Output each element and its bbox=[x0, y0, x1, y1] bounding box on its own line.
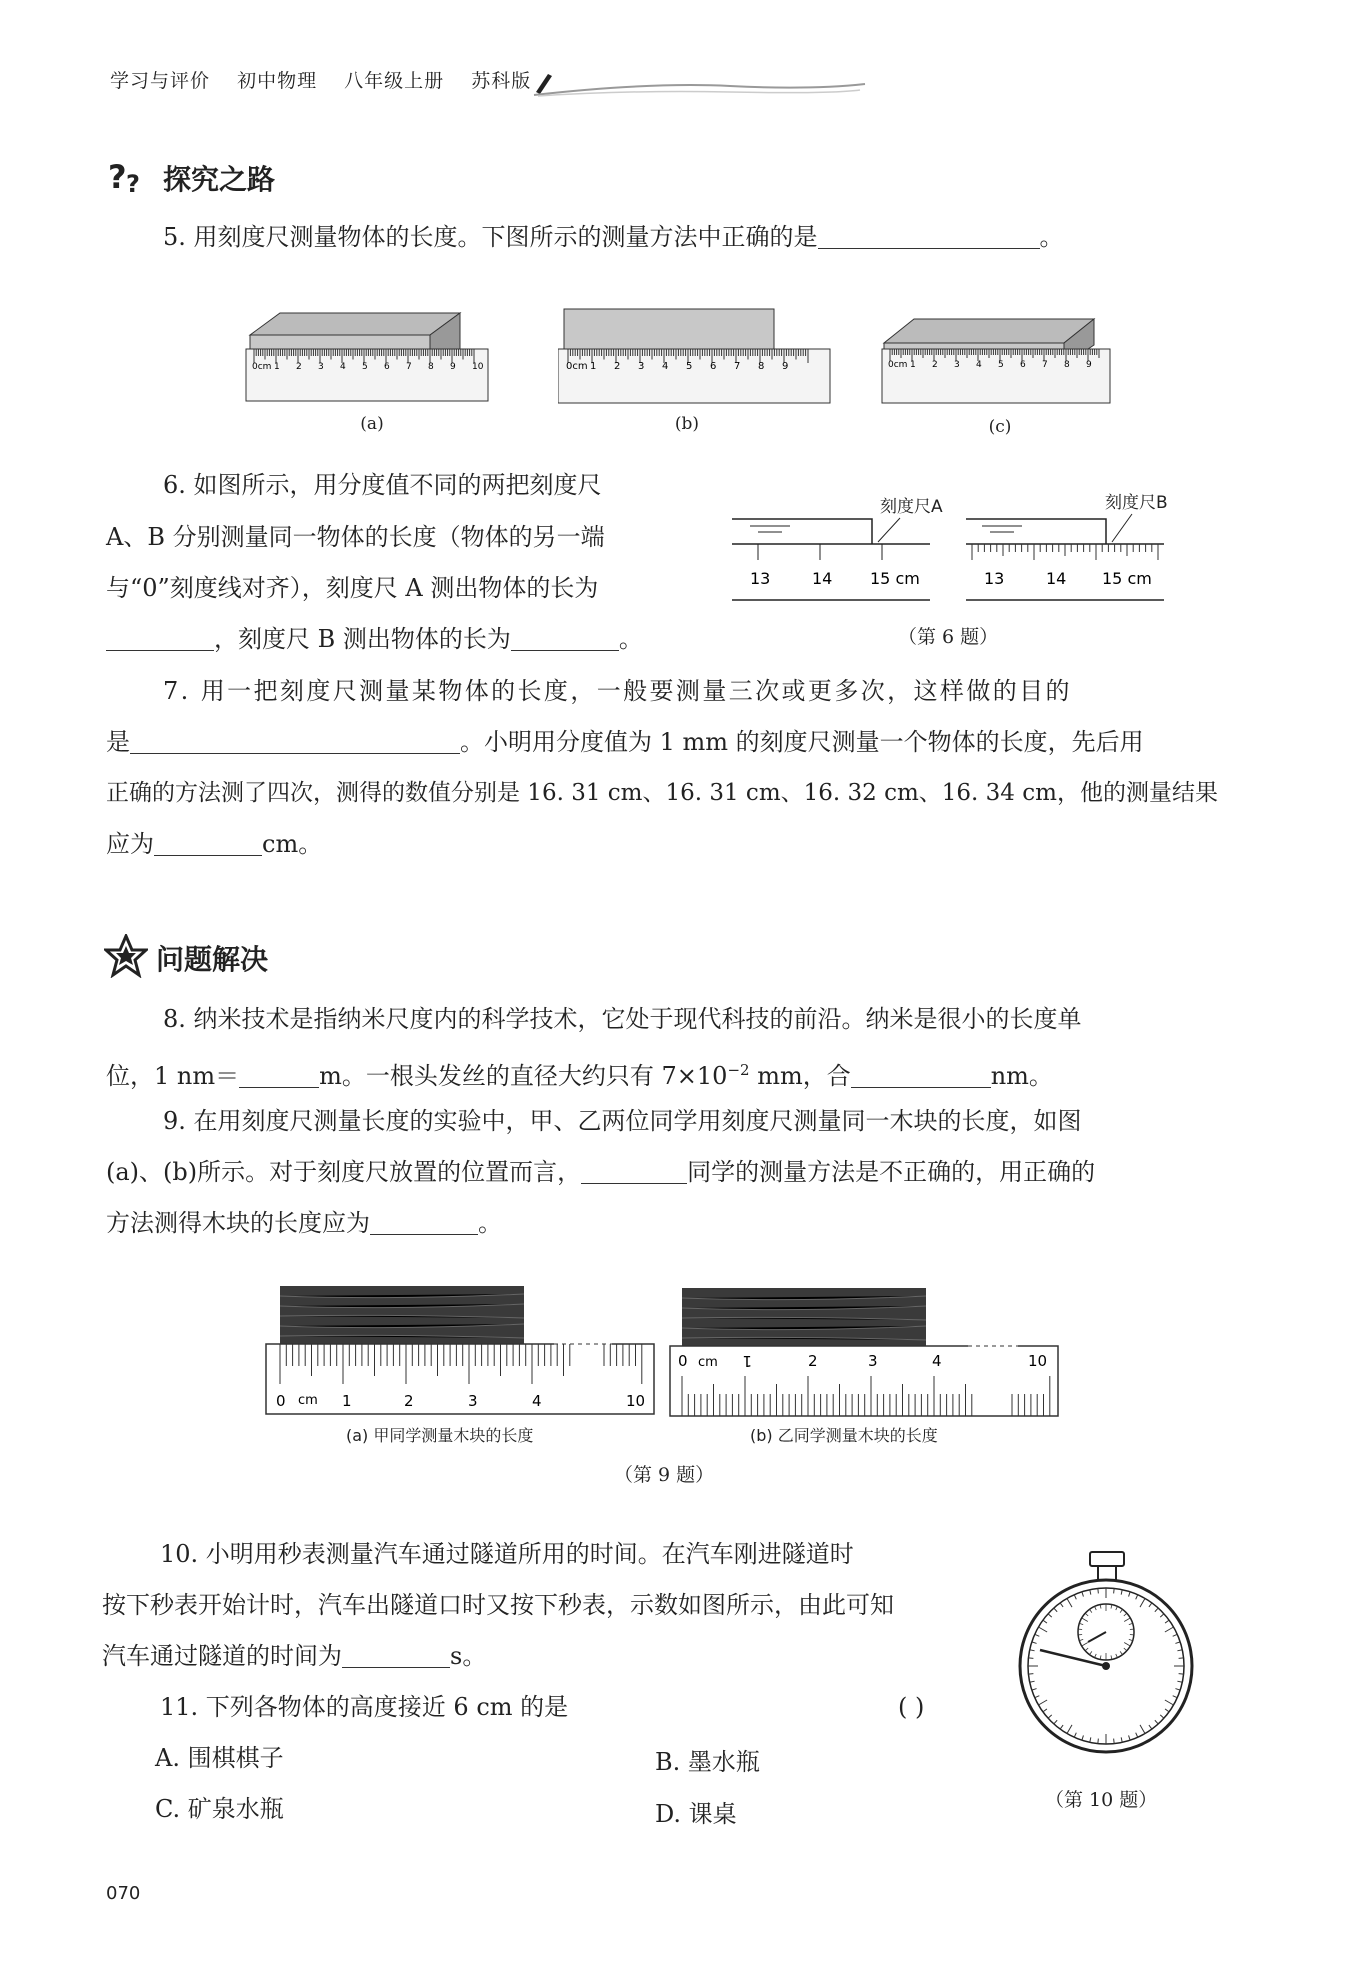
ruler-b-ticks bbox=[972, 544, 1158, 560]
ruler-number: 9 bbox=[1086, 360, 1092, 370]
q8-blank-nm-to-m[interactable] bbox=[239, 1063, 319, 1088]
q5-figure-c bbox=[880, 305, 1120, 405]
ruler-number: 10 bbox=[472, 362, 484, 372]
q9-figure-b-caption: (b) 乙同学测量木块的长度 bbox=[750, 1426, 938, 1445]
q6-line4-mid: ，刻度尺 B 测出物体的长为 bbox=[214, 625, 511, 653]
ruler-tick bbox=[1098, 1588, 1099, 1593]
ruler-number: 1 bbox=[274, 362, 280, 372]
page-header bbox=[110, 66, 551, 93]
ruler-tick bbox=[1179, 1658, 1184, 1659]
q8-blank-hair-nm[interactable] bbox=[851, 1063, 991, 1088]
q6-figure bbox=[730, 486, 1170, 606]
svg-text:?: ? bbox=[108, 158, 127, 194]
solve-star-icon bbox=[104, 934, 148, 982]
ruler-number: 8 bbox=[1064, 360, 1070, 370]
q8-line2-end: nm。 bbox=[990, 1062, 1053, 1090]
q7-line2 bbox=[106, 717, 1246, 768]
q9-blank-length[interactable] bbox=[370, 1210, 478, 1235]
ruler-number: 0cm bbox=[888, 360, 908, 370]
ruler-number: 4 bbox=[340, 362, 346, 372]
q9-line2-start: (a)、(b)所示。对于刻度尺放置的位置而言， bbox=[106, 1158, 582, 1186]
q9a-unit: cm bbox=[298, 1393, 318, 1408]
ruler-number: 7 bbox=[1042, 360, 1048, 370]
svg-text:?: ? bbox=[126, 170, 140, 194]
q8-line2-mid: m。一根头发丝的直径大约只有 7×10 bbox=[319, 1062, 728, 1090]
ruler-number: 5 bbox=[686, 361, 693, 372]
q6-blank-b[interactable] bbox=[511, 626, 619, 651]
q5-answer-blank[interactable] bbox=[818, 224, 1040, 249]
q6-line4 bbox=[106, 614, 706, 665]
ruler-number: 8 bbox=[758, 361, 765, 372]
ruler-tick bbox=[1028, 1674, 1033, 1675]
ruler-a-tick-14: 14 bbox=[812, 569, 833, 588]
question-5 bbox=[163, 212, 1223, 263]
ruler-number: 3 bbox=[318, 362, 324, 372]
q9b-tick-10: 10 bbox=[1028, 1352, 1048, 1370]
ruler-number: 9 bbox=[782, 361, 789, 372]
ruler-number: 5 bbox=[362, 362, 368, 372]
ruler-b-tick-14: 14 bbox=[1046, 569, 1067, 588]
q5-text: 5. 用刻度尺测量物体的长度。下图所示的测量方法中正确的是 bbox=[163, 223, 818, 251]
q10-line1: 10. 小明用秒表测量汽车通过隧道所用的时间。在汽车刚进隧道时 bbox=[160, 1540, 854, 1568]
q11-option-d[interactable]: D. 课桌 bbox=[655, 1800, 737, 1828]
ruler-number: 4 bbox=[976, 360, 982, 370]
q10-line3-end: s。 bbox=[450, 1642, 487, 1670]
section-title-solve: 问题解决 bbox=[156, 943, 269, 976]
q7-line4-start: 应为 bbox=[106, 830, 154, 858]
ruler-number: 2 bbox=[296, 362, 302, 372]
q10-line2: 按下秒表开始计时，汽车出隧道口时又按下秒表，示数如图所示，由此可知 bbox=[102, 1591, 894, 1619]
q9b-tick-4: 4 bbox=[932, 1352, 942, 1370]
ruler-number: 1 bbox=[590, 361, 597, 372]
q9a-tick-4: 4 bbox=[532, 1392, 542, 1410]
header-book: 学习与评价 bbox=[110, 70, 211, 92]
ruler-number: 9 bbox=[450, 362, 456, 372]
ruler-number: 8 bbox=[428, 362, 434, 372]
q9-figure-a bbox=[264, 1284, 660, 1418]
q9-figure-a-caption: (a) 甲同学测量木块的长度 bbox=[346, 1426, 534, 1445]
q7-line4-end: cm。 bbox=[262, 830, 323, 858]
q9-line1: 9. 在用刻度尺测量长度的实验中，甲、乙两位同学用刻度尺测量同一木块的长度，如图 bbox=[163, 1107, 1082, 1135]
q9b-tick-3: 3 bbox=[868, 1352, 878, 1370]
q5-label-c: (c) bbox=[988, 417, 1012, 437]
q8-exponent: −2 bbox=[727, 1061, 750, 1079]
q7-line4 bbox=[106, 819, 706, 870]
ruler-number: 7 bbox=[734, 361, 741, 372]
q7-line3: 正确的方法测了四次，测得的数值分别是 16. 31 cm、16. 31 cm、16. 32 cm、16. 34 cm，他的测量结果 bbox=[106, 780, 1218, 806]
ruler-tick bbox=[1028, 1658, 1033, 1659]
q10-blank-time[interactable] bbox=[342, 1643, 450, 1668]
ruler-number: 6 bbox=[1020, 360, 1026, 370]
q9b-unit: cm bbox=[698, 1355, 718, 1370]
ruler-number: 0cm bbox=[566, 361, 588, 372]
q8-line1: 8. 纳米技术是指纳米尺度内的科学技术，它处于现代科技的前沿。纳米是很小的长度单 bbox=[163, 1005, 1082, 1033]
q9a-tick-1: 1 bbox=[342, 1392, 352, 1410]
ruler-number: 6 bbox=[384, 362, 390, 372]
ruler-tick bbox=[1098, 1739, 1099, 1744]
q5-label-b: (b) bbox=[674, 414, 700, 434]
q7-line2-end: 。小明用分度值为 1 mm 的刻度尺测量一个物体的长度，先后用 bbox=[460, 728, 1144, 756]
ruler-b-tick-15: 15 cm bbox=[1102, 569, 1152, 588]
q9a-tick-3: 3 bbox=[468, 1392, 478, 1410]
ruler-number: 0cm bbox=[252, 362, 272, 372]
ruler-tick bbox=[1179, 1674, 1184, 1675]
q11-stem: 11. 下列各物体的高度接近 6 cm 的是 bbox=[160, 1693, 569, 1721]
q5-label-a: (a) bbox=[360, 414, 384, 434]
q9-line3-start: 方法测得木块的长度应为 bbox=[106, 1209, 370, 1237]
ruler-number: 4 bbox=[662, 361, 669, 372]
q7-blank-result[interactable] bbox=[154, 831, 262, 856]
q9b-tick-1: 1 bbox=[742, 1352, 752, 1370]
q9-line2-end: 同学的测量方法是不正确的，用正确的 bbox=[687, 1158, 1096, 1186]
explore-icon bbox=[108, 158, 152, 198]
page-number: 070 bbox=[106, 1883, 141, 1904]
q6-caption: （第 6 题） bbox=[898, 626, 999, 648]
ruler-tick bbox=[1114, 1739, 1115, 1744]
ruler-number: 3 bbox=[954, 360, 960, 370]
q10-line3 bbox=[102, 1631, 702, 1682]
q9a-tick-10: 10 bbox=[626, 1392, 646, 1410]
q11-option-a[interactable]: A. 围棋棋子 bbox=[155, 1744, 284, 1772]
q9-line3 bbox=[106, 1198, 706, 1249]
q9a-tick-2: 2 bbox=[404, 1392, 414, 1410]
ruler-number: 5 bbox=[998, 360, 1004, 370]
q10-caption: （第 10 题） bbox=[1045, 1789, 1158, 1811]
ruler-a-label: 刻度尺A bbox=[880, 497, 943, 517]
q9-line2 bbox=[106, 1147, 1246, 1198]
q9b-tick-0: 0 bbox=[678, 1352, 688, 1370]
q8-line2-mid2: mm，合 bbox=[749, 1062, 851, 1090]
ruler-number: 3 bbox=[638, 361, 645, 372]
ruler-a-tick-13: 13 bbox=[750, 569, 771, 588]
q5-end: 。 bbox=[1039, 223, 1064, 251]
q6-line1: 6. 如图所示，用分度值不同的两把刻度尺 bbox=[163, 471, 602, 499]
q6-line4-end: 。 bbox=[618, 625, 643, 653]
q11-option-b[interactable]: B. 墨水瓶 bbox=[655, 1748, 760, 1776]
q11-option-c[interactable]: C. 矿泉水瓶 bbox=[155, 1795, 284, 1823]
ruler-b-label: 刻度尺B bbox=[1105, 493, 1168, 513]
ruler-number: 6 bbox=[710, 361, 717, 372]
q7-line1: 7. 用一把刻度尺测量某物体的长度，一般要测量三次或更多次，这样做的目的 bbox=[163, 677, 1072, 705]
q9-line3-end: 。 bbox=[478, 1209, 502, 1237]
ruler-number: 7 bbox=[406, 362, 412, 372]
section-title-explore: 探究之路 bbox=[163, 163, 276, 196]
q9b-tick-2: 2 bbox=[808, 1352, 818, 1370]
q7-blank-purpose[interactable] bbox=[130, 729, 460, 754]
ruler-number: 2 bbox=[932, 360, 938, 370]
q9a-tick-0: 0 bbox=[276, 1392, 286, 1410]
q7-line2-start: 是 bbox=[106, 728, 130, 756]
header-subject: 初中物理 bbox=[237, 70, 318, 92]
ruler-tick bbox=[1114, 1588, 1115, 1593]
q8-line2 bbox=[106, 1045, 1246, 1102]
q9-figure-b bbox=[668, 1286, 1064, 1420]
ruler-b-tick-13: 13 bbox=[984, 569, 1005, 588]
q9-caption: （第 9 题） bbox=[614, 1464, 715, 1486]
header-pen-swoosh bbox=[530, 62, 870, 102]
q8-line2-start: 位，1 nm＝ bbox=[106, 1062, 240, 1090]
q6-line2: A、B 分别测量同一物体的长度（物体的另一端 bbox=[106, 523, 605, 551]
q10-line3-start: 汽车通过隧道的时间为 bbox=[102, 1642, 342, 1670]
ruler-a-tick-15: 15 cm bbox=[870, 569, 920, 588]
header-edition: 苏科版 bbox=[471, 70, 532, 92]
q11-answer-paren[interactable]: ( ) bbox=[898, 1693, 925, 1721]
q6-line3: 与“0”刻度线对齐），刻度尺 A 测出物体的长为 bbox=[106, 574, 599, 602]
ruler-number: 1 bbox=[910, 360, 916, 370]
q9-blank-student[interactable] bbox=[581, 1159, 687, 1184]
q5-figure-b bbox=[558, 303, 838, 408]
stopwatch bbox=[1010, 1550, 1200, 1770]
q6-blank-a[interactable] bbox=[106, 626, 214, 651]
header-grade: 八年级上册 bbox=[344, 70, 445, 92]
ruler-number: 2 bbox=[614, 361, 621, 372]
q5-figure-a bbox=[240, 305, 500, 405]
